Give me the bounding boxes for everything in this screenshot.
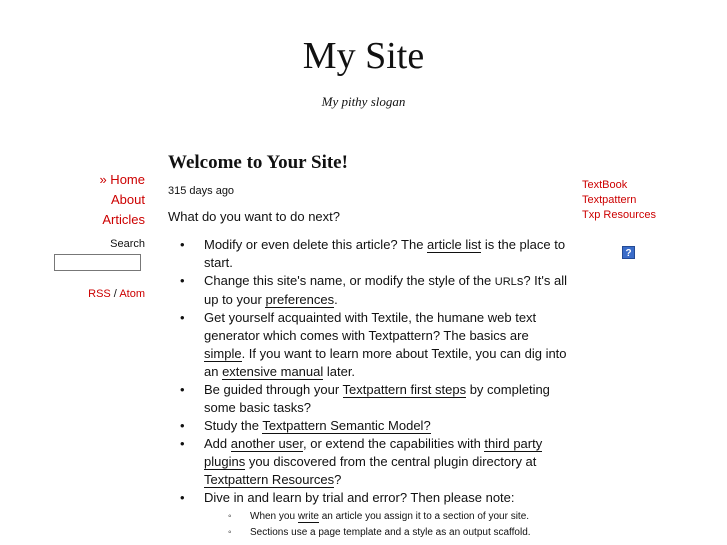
- another-user-link[interactable]: another user: [230, 436, 304, 451]
- txp-resources-link[interactable]: Txp Resources: [582, 209, 656, 221]
- sub-list: [204, 509, 568, 541]
- list-item: • Add another user, or extend the capabilities with third party plugins you discovered from the central plugin directory at Textpattern Resources?: [204, 435, 568, 489]
- sub-list-item: ◦ When you write an article you assign it to a section of your site.: [250, 509, 568, 525]
- extensive-manual-link[interactable]: extensive manual: [222, 364, 324, 379]
- article-title[interactable]: Welcome to Your Site!: [168, 152, 348, 173]
- sub-list-item: ◦ Sections use a page template and a style as an output scaffold.: [250, 525, 568, 541]
- rss-link[interactable]: RSS: [88, 288, 111, 300]
- atom-link[interactable]: Atom: [119, 288, 145, 300]
- article-list-link[interactable]: article list: [427, 237, 482, 252]
- plugins-link[interactable]: third party plugins: [204, 436, 543, 469]
- first-steps-link[interactable]: Textpattern first steps: [342, 382, 467, 397]
- textbook-link[interactable]: TextBook: [582, 179, 628, 191]
- search-label: Search: [110, 238, 145, 250]
- help-icon[interactable]: ?: [622, 246, 635, 259]
- site-slogan: My pithy slogan: [321, 94, 406, 109]
- search-input[interactable]: [54, 254, 141, 271]
- external-links: [582, 178, 656, 223]
- list-item: • Change this site's name, or modify the style of the URLs? It's all up to your preferences.: [204, 272, 568, 309]
- list-item: • Dive in and learn by trial and error? Then please note: ◦ When you write an article you assign it to a section of your site. ◦ Sections use a page template and a style as an output scaffold.: [204, 489, 568, 541]
- article-intro: What do you want to do next?: [168, 209, 340, 224]
- list-item: • Get yourself acquainted with Textile, the humane web text generator which comes with Textpattern? The basics are simple. If you want to learn more about Textile, you can dig into an extensive manual later.: [204, 309, 568, 381]
- site-title[interactable]: My Site: [302, 35, 425, 77]
- textpattern-link[interactable]: Textpattern: [582, 194, 637, 206]
- section-nav: [99, 170, 145, 230]
- url-abbr: URL: [494, 276, 517, 288]
- article-posted: 315 days ago: [168, 185, 235, 197]
- preferences-link[interactable]: preferences: [265, 292, 335, 307]
- list-item: • Study the Textpattern Semantic Model?: [204, 417, 568, 435]
- feed-links: [88, 288, 145, 300]
- resources-link[interactable]: Textpattern Resources: [204, 472, 335, 487]
- list-item: • Modify or even delete this article? The article list is the place to start.: [204, 236, 568, 272]
- article: [168, 152, 568, 541]
- semantic-model-link[interactable]: Textpattern Semantic Model?: [262, 418, 431, 433]
- nav-home[interactable]: » Home: [99, 172, 145, 187]
- write-link[interactable]: write: [297, 511, 319, 522]
- feed-separator: /: [110, 288, 120, 300]
- nav-about[interactable]: About: [111, 192, 145, 207]
- list-item: • Be guided through your Textpattern first steps by completing some basic tasks?: [204, 381, 568, 417]
- nav-articles[interactable]: Articles: [102, 212, 145, 227]
- simple-link[interactable]: simple: [204, 346, 242, 361]
- next-steps-list: [168, 236, 568, 541]
